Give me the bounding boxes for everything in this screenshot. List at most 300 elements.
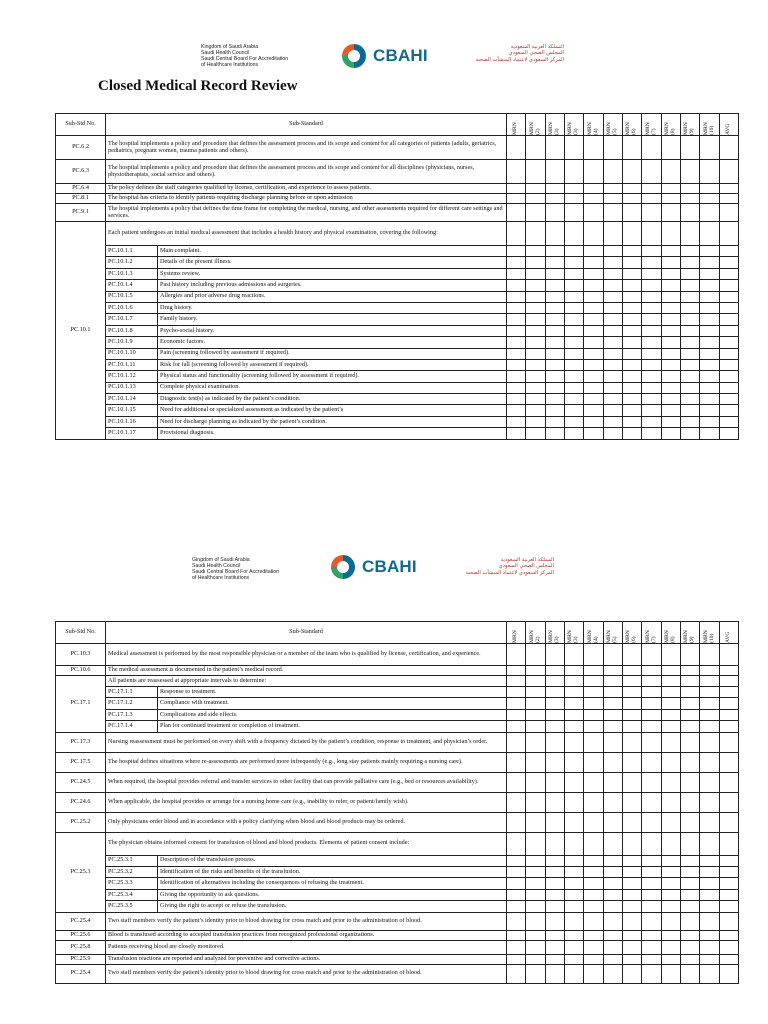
score-cell[interactable]: [507, 676, 526, 687]
score-cell[interactable]: [661, 878, 680, 889]
score-cell[interactable]: [603, 964, 622, 983]
score-cell[interactable]: [642, 136, 661, 160]
score-cell[interactable]: [564, 371, 583, 382]
score-cell[interactable]: [700, 676, 719, 687]
score-cell[interactable]: [642, 382, 661, 393]
score-cell[interactable]: [622, 687, 641, 698]
score-cell[interactable]: [526, 889, 545, 900]
score-cell[interactable]: [680, 855, 699, 866]
score-cell[interactable]: [564, 136, 583, 160]
score-cell[interactable]: [719, 394, 738, 405]
score-cell[interactable]: [545, 371, 564, 382]
score-cell[interactable]: [507, 136, 526, 160]
score-cell[interactable]: [526, 325, 545, 336]
score-cell[interactable]: [603, 382, 622, 393]
score-cell[interactable]: [603, 314, 622, 325]
score-cell[interactable]: [719, 832, 738, 855]
score-cell[interactable]: [700, 832, 719, 855]
score-cell[interactable]: [642, 371, 661, 382]
score-cell[interactable]: [622, 832, 641, 855]
score-cell[interactable]: [642, 954, 661, 964]
score-cell[interactable]: [584, 222, 603, 246]
score-cell[interactable]: [622, 676, 641, 687]
score-cell[interactable]: [526, 280, 545, 291]
score-cell[interactable]: [545, 792, 564, 812]
score-cell[interactable]: [661, 812, 680, 832]
score-cell[interactable]: [603, 371, 622, 382]
score-cell[interactable]: [564, 721, 583, 732]
score-cell[interactable]: [603, 772, 622, 792]
score-cell[interactable]: [564, 280, 583, 291]
score-cell[interactable]: [507, 194, 526, 204]
score-cell[interactable]: [507, 812, 526, 832]
score-cell[interactable]: [564, 954, 583, 964]
score-cell[interactable]: [680, 280, 699, 291]
score-cell[interactable]: [545, 314, 564, 325]
score-cell[interactable]: [680, 291, 699, 302]
score-cell[interactable]: [564, 901, 583, 912]
score-cell[interactable]: [700, 812, 719, 832]
score-cell[interactable]: [719, 930, 738, 940]
score-cell[interactable]: [700, 302, 719, 313]
score-cell[interactable]: [700, 964, 719, 983]
score-cell[interactable]: [545, 644, 564, 666]
score-cell[interactable]: [661, 792, 680, 812]
score-cell[interactable]: [642, 291, 661, 302]
score-cell[interactable]: [622, 325, 641, 336]
score-cell[interactable]: [719, 644, 738, 666]
score-cell[interactable]: [603, 940, 622, 954]
score-cell[interactable]: [584, 772, 603, 792]
score-cell[interactable]: [507, 792, 526, 812]
score-cell[interactable]: [526, 964, 545, 983]
score-cell[interactable]: [661, 954, 680, 964]
score-cell[interactable]: [719, 382, 738, 393]
score-cell[interactable]: [642, 348, 661, 359]
score-cell[interactable]: [545, 698, 564, 709]
score-cell[interactable]: [603, 359, 622, 370]
score-cell[interactable]: [700, 359, 719, 370]
score-cell[interactable]: [700, 291, 719, 302]
score-cell[interactable]: [661, 257, 680, 268]
score-cell[interactable]: [507, 348, 526, 359]
score-cell[interactable]: [526, 204, 545, 222]
score-cell[interactable]: [564, 832, 583, 855]
score-cell[interactable]: [526, 772, 545, 792]
score-cell[interactable]: [680, 901, 699, 912]
score-cell[interactable]: [622, 246, 641, 257]
score-cell[interactable]: [564, 291, 583, 302]
score-cell[interactable]: [584, 698, 603, 709]
score-cell[interactable]: [719, 666, 738, 676]
score-cell[interactable]: [700, 698, 719, 709]
score-cell[interactable]: [680, 184, 699, 194]
score-cell[interactable]: [564, 889, 583, 900]
score-cell[interactable]: [603, 709, 622, 720]
score-cell[interactable]: [680, 314, 699, 325]
score-cell[interactable]: [545, 832, 564, 855]
score-cell[interactable]: [642, 194, 661, 204]
score-cell[interactable]: [680, 246, 699, 257]
score-cell[interactable]: [507, 257, 526, 268]
score-cell[interactable]: [526, 428, 545, 439]
score-cell[interactable]: [642, 772, 661, 792]
score-cell[interactable]: [526, 314, 545, 325]
score-cell[interactable]: [642, 337, 661, 348]
score-cell[interactable]: [603, 194, 622, 204]
score-cell[interactable]: [545, 721, 564, 732]
score-cell[interactable]: [526, 246, 545, 257]
score-cell[interactable]: [719, 954, 738, 964]
score-cell[interactable]: [526, 676, 545, 687]
score-cell[interactable]: [545, 889, 564, 900]
score-cell[interactable]: [507, 644, 526, 666]
score-cell[interactable]: [661, 337, 680, 348]
score-cell[interactable]: [545, 337, 564, 348]
score-cell[interactable]: [622, 954, 641, 964]
score-cell[interactable]: [700, 337, 719, 348]
score-cell[interactable]: [719, 337, 738, 348]
score-cell[interactable]: [719, 371, 738, 382]
score-cell[interactable]: [642, 428, 661, 439]
score-cell[interactable]: [507, 405, 526, 416]
score-cell[interactable]: [545, 280, 564, 291]
score-cell[interactable]: [622, 644, 641, 666]
score-cell[interactable]: [700, 792, 719, 812]
score-cell[interactable]: [526, 257, 545, 268]
score-cell[interactable]: [661, 405, 680, 416]
score-cell[interactable]: [584, 291, 603, 302]
score-cell[interactable]: [719, 428, 738, 439]
score-cell[interactable]: [661, 866, 680, 877]
score-cell[interactable]: [622, 709, 641, 720]
score-cell[interactable]: [507, 964, 526, 983]
score-cell[interactable]: [642, 644, 661, 666]
score-cell[interactable]: [564, 382, 583, 393]
score-cell[interactable]: [680, 792, 699, 812]
score-cell[interactable]: [622, 280, 641, 291]
score-cell[interactable]: [719, 268, 738, 279]
score-cell[interactable]: [507, 325, 526, 336]
score-cell[interactable]: [564, 416, 583, 427]
score-cell[interactable]: [622, 866, 641, 877]
score-cell[interactable]: [545, 291, 564, 302]
score-cell[interactable]: [507, 204, 526, 222]
score-cell[interactable]: [584, 428, 603, 439]
score-cell[interactable]: [680, 964, 699, 983]
score-cell[interactable]: [680, 194, 699, 204]
score-cell[interactable]: [603, 160, 622, 184]
score-cell[interactable]: [680, 302, 699, 313]
score-cell[interactable]: [603, 687, 622, 698]
score-cell[interactable]: [700, 325, 719, 336]
score-cell[interactable]: [526, 405, 545, 416]
score-cell[interactable]: [719, 866, 738, 877]
score-cell[interactable]: [642, 416, 661, 427]
score-cell[interactable]: [584, 676, 603, 687]
score-cell[interactable]: [507, 889, 526, 900]
score-cell[interactable]: [526, 698, 545, 709]
score-cell[interactable]: [622, 268, 641, 279]
score-cell[interactable]: [507, 878, 526, 889]
score-cell[interactable]: [507, 222, 526, 246]
score-cell[interactable]: [719, 246, 738, 257]
score-cell[interactable]: [661, 302, 680, 313]
score-cell[interactable]: [680, 676, 699, 687]
score-cell[interactable]: [545, 709, 564, 720]
score-cell[interactable]: [603, 732, 622, 752]
score-cell[interactable]: [661, 721, 680, 732]
score-cell[interactable]: [622, 698, 641, 709]
score-cell[interactable]: [719, 812, 738, 832]
score-cell[interactable]: [526, 940, 545, 954]
score-cell[interactable]: [680, 698, 699, 709]
score-cell[interactable]: [545, 940, 564, 954]
score-cell[interactable]: [700, 866, 719, 877]
score-cell[interactable]: [622, 721, 641, 732]
score-cell[interactable]: [564, 246, 583, 257]
score-cell[interactable]: [507, 359, 526, 370]
score-cell[interactable]: [584, 964, 603, 983]
score-cell[interactable]: [642, 721, 661, 732]
score-cell[interactable]: [719, 698, 738, 709]
score-cell[interactable]: [545, 428, 564, 439]
score-cell[interactable]: [680, 382, 699, 393]
score-cell[interactable]: [700, 687, 719, 698]
score-cell[interactable]: [507, 698, 526, 709]
score-cell[interactable]: [603, 416, 622, 427]
score-cell[interactable]: [622, 912, 641, 930]
score-cell[interactable]: [700, 371, 719, 382]
score-cell[interactable]: [603, 832, 622, 855]
score-cell[interactable]: [642, 257, 661, 268]
score-cell[interactable]: [584, 666, 603, 676]
score-cell[interactable]: [584, 268, 603, 279]
score-cell[interactable]: [507, 940, 526, 954]
score-cell[interactable]: [622, 405, 641, 416]
score-cell[interactable]: [622, 855, 641, 866]
score-cell[interactable]: [680, 866, 699, 877]
score-cell[interactable]: [545, 687, 564, 698]
score-cell[interactable]: [700, 194, 719, 204]
score-cell[interactable]: [719, 964, 738, 983]
score-cell[interactable]: [642, 732, 661, 752]
score-cell[interactable]: [526, 222, 545, 246]
score-cell[interactable]: [584, 855, 603, 866]
score-cell[interactable]: [661, 348, 680, 359]
score-cell[interactable]: [603, 721, 622, 732]
score-cell[interactable]: [564, 878, 583, 889]
score-cell[interactable]: [700, 666, 719, 676]
score-cell[interactable]: [642, 302, 661, 313]
score-cell[interactable]: [661, 394, 680, 405]
score-cell[interactable]: [526, 416, 545, 427]
score-cell[interactable]: [526, 136, 545, 160]
score-cell[interactable]: [661, 416, 680, 427]
score-cell[interactable]: [622, 184, 641, 194]
score-cell[interactable]: [545, 964, 564, 983]
score-cell[interactable]: [680, 666, 699, 676]
score-cell[interactable]: [622, 291, 641, 302]
score-cell[interactable]: [564, 676, 583, 687]
score-cell[interactable]: [622, 257, 641, 268]
score-cell[interactable]: [622, 382, 641, 393]
score-cell[interactable]: [719, 687, 738, 698]
score-cell[interactable]: [680, 812, 699, 832]
score-cell[interactable]: [507, 855, 526, 866]
score-cell[interactable]: [719, 855, 738, 866]
score-cell[interactable]: [661, 889, 680, 900]
score-cell[interactable]: [545, 222, 564, 246]
score-cell[interactable]: [564, 314, 583, 325]
score-cell[interactable]: [564, 302, 583, 313]
score-cell[interactable]: [564, 930, 583, 940]
score-cell[interactable]: [603, 676, 622, 687]
score-cell[interactable]: [564, 268, 583, 279]
score-cell[interactable]: [564, 964, 583, 983]
score-cell[interactable]: [661, 325, 680, 336]
score-cell[interactable]: [719, 940, 738, 954]
score-cell[interactable]: [719, 314, 738, 325]
score-cell[interactable]: [526, 348, 545, 359]
score-cell[interactable]: [719, 194, 738, 204]
score-cell[interactable]: [584, 901, 603, 912]
score-cell[interactable]: [642, 832, 661, 855]
score-cell[interactable]: [564, 855, 583, 866]
score-cell[interactable]: [603, 752, 622, 772]
score-cell[interactable]: [507, 666, 526, 676]
score-cell[interactable]: [642, 912, 661, 930]
score-cell[interactable]: [642, 709, 661, 720]
score-cell[interactable]: [642, 930, 661, 940]
score-cell[interactable]: [584, 314, 603, 325]
score-cell[interactable]: [507, 752, 526, 772]
score-cell[interactable]: [622, 940, 641, 954]
score-cell[interactable]: [564, 940, 583, 954]
score-cell[interactable]: [507, 291, 526, 302]
score-cell[interactable]: [622, 752, 641, 772]
score-cell[interactable]: [564, 644, 583, 666]
score-cell[interactable]: [526, 709, 545, 720]
score-cell[interactable]: [545, 194, 564, 204]
score-cell[interactable]: [526, 792, 545, 812]
score-cell[interactable]: [526, 194, 545, 204]
score-cell[interactable]: [584, 752, 603, 772]
score-cell[interactable]: [680, 878, 699, 889]
score-cell[interactable]: [526, 721, 545, 732]
score-cell[interactable]: [526, 302, 545, 313]
score-cell[interactable]: [603, 222, 622, 246]
score-cell[interactable]: [564, 337, 583, 348]
score-cell[interactable]: [719, 912, 738, 930]
score-cell[interactable]: [526, 912, 545, 930]
score-cell[interactable]: [545, 901, 564, 912]
score-cell[interactable]: [680, 752, 699, 772]
score-cell[interactable]: [661, 709, 680, 720]
score-cell[interactable]: [545, 930, 564, 940]
score-cell[interactable]: [661, 291, 680, 302]
score-cell[interactable]: [507, 337, 526, 348]
score-cell[interactable]: [526, 394, 545, 405]
score-cell[interactable]: [584, 687, 603, 698]
score-cell[interactable]: [700, 136, 719, 160]
score-cell[interactable]: [642, 878, 661, 889]
score-cell[interactable]: [622, 160, 641, 184]
score-cell[interactable]: [661, 752, 680, 772]
score-cell[interactable]: [603, 812, 622, 832]
score-cell[interactable]: [700, 940, 719, 954]
score-cell[interactable]: [642, 792, 661, 812]
score-cell[interactable]: [545, 268, 564, 279]
score-cell[interactable]: [700, 204, 719, 222]
score-cell[interactable]: [680, 160, 699, 184]
score-cell[interactable]: [700, 394, 719, 405]
score-cell[interactable]: [584, 912, 603, 930]
score-cell[interactable]: [603, 204, 622, 222]
score-cell[interactable]: [545, 359, 564, 370]
score-cell[interactable]: [564, 428, 583, 439]
score-cell[interactable]: [622, 314, 641, 325]
score-cell[interactable]: [661, 832, 680, 855]
score-cell[interactable]: [642, 394, 661, 405]
score-cell[interactable]: [564, 792, 583, 812]
score-cell[interactable]: [680, 136, 699, 160]
score-cell[interactable]: [700, 752, 719, 772]
score-cell[interactable]: [584, 954, 603, 964]
score-cell[interactable]: [545, 405, 564, 416]
score-cell[interactable]: [507, 371, 526, 382]
score-cell[interactable]: [603, 889, 622, 900]
score-cell[interactable]: [603, 855, 622, 866]
score-cell[interactable]: [507, 687, 526, 698]
score-cell[interactable]: [584, 382, 603, 393]
score-cell[interactable]: [545, 136, 564, 160]
score-cell[interactable]: [719, 416, 738, 427]
score-cell[interactable]: [526, 930, 545, 940]
score-cell[interactable]: [584, 257, 603, 268]
score-cell[interactable]: [642, 752, 661, 772]
score-cell[interactable]: [700, 732, 719, 752]
score-cell[interactable]: [642, 204, 661, 222]
score-cell[interactable]: [700, 772, 719, 792]
score-cell[interactable]: [564, 405, 583, 416]
score-cell[interactable]: [603, 268, 622, 279]
score-cell[interactable]: [680, 930, 699, 940]
score-cell[interactable]: [642, 314, 661, 325]
score-cell[interactable]: [603, 698, 622, 709]
score-cell[interactable]: [545, 752, 564, 772]
score-cell[interactable]: [719, 878, 738, 889]
score-cell[interactable]: [700, 428, 719, 439]
score-cell[interactable]: [526, 832, 545, 855]
score-cell[interactable]: [719, 772, 738, 792]
score-cell[interactable]: [603, 428, 622, 439]
score-cell[interactable]: [603, 878, 622, 889]
score-cell[interactable]: [545, 160, 564, 184]
score-cell[interactable]: [545, 257, 564, 268]
score-cell[interactable]: [700, 416, 719, 427]
score-cell[interactable]: [661, 676, 680, 687]
score-cell[interactable]: [603, 257, 622, 268]
score-cell[interactable]: [642, 698, 661, 709]
score-cell[interactable]: [507, 416, 526, 427]
score-cell[interactable]: [661, 246, 680, 257]
score-cell[interactable]: [564, 912, 583, 930]
score-cell[interactable]: [603, 246, 622, 257]
score-cell[interactable]: [700, 222, 719, 246]
score-cell[interactable]: [526, 184, 545, 194]
score-cell[interactable]: [642, 246, 661, 257]
